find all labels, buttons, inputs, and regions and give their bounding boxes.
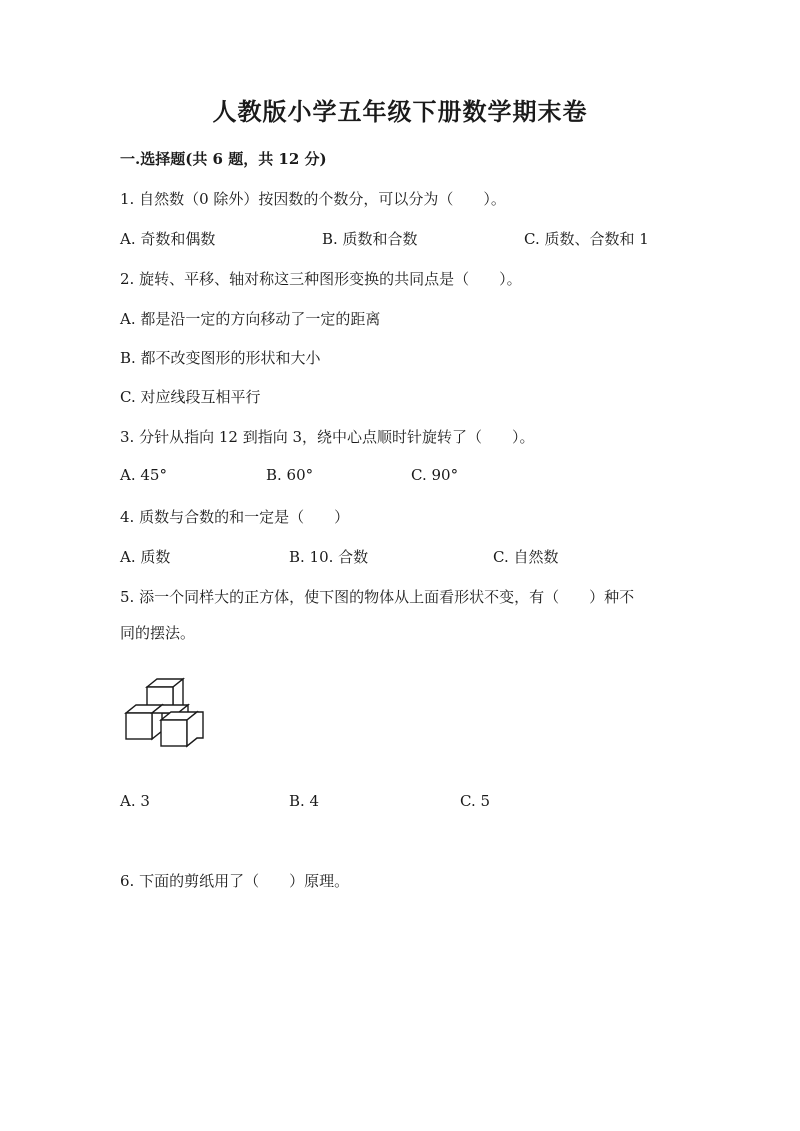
question-2-option-c: C. 对应线段互相平行: [120, 388, 261, 406]
question-5-option-a: A. 3: [120, 792, 150, 810]
question-4-option-b: B. 10. 合数: [289, 548, 369, 566]
question-5-option-c: C. 5: [460, 792, 491, 810]
section-heading: 一.选择题(共 6 题，共 12 分): [120, 150, 327, 168]
question-1-option-c: C. 质数、合数和 1: [524, 230, 649, 248]
question-3-option-c: C. 90°: [411, 466, 459, 484]
question-5-stem-line-1: 5. 添一个同样大的正方体，使下图的物体从上面看形状不变，有（ ）种不: [120, 588, 635, 606]
question-2-option-a: A. 都是沿一定的方向移动了一定的距离: [120, 310, 381, 328]
question-1-option-a: A. 奇数和偶数: [120, 230, 216, 248]
question-2-option-b: B. 都不改变图形的形状和大小: [120, 349, 321, 367]
question-5-stem-line-2: 同的摆法。: [120, 624, 196, 642]
question-5-option-b: B. 4: [289, 792, 320, 810]
question-6-stem: 6. 下面的剪纸用了（ ）原理。: [120, 872, 350, 890]
question-1-option-b: B. 质数和合数: [322, 230, 418, 248]
question-3-stem: 3. 分针从指向 12 到指向 3，绕中心点顺时针旋转了（ ）。: [120, 428, 535, 446]
question-4-option-c: C. 自然数: [493, 548, 559, 566]
question-4-option-a: A. 质数: [120, 548, 171, 566]
question-3-option-a: A. 45°: [120, 466, 167, 484]
question-2-stem: 2. 旋转、平移、轴对称这三种图形变换的共同点是（ ）。: [120, 270, 522, 288]
question-1-stem: 1. 自然数（0 除外）按因数的个数分，可以分为（ ）。: [120, 190, 506, 208]
cube-stack-figure: [120, 675, 212, 751]
page-title: 人教版小学五年级下册数学期末卷: [212, 97, 588, 126]
question-4-stem: 4. 质数与合数的和一定是（ ）: [120, 508, 350, 526]
question-3-option-b: B. 60°: [266, 466, 314, 484]
